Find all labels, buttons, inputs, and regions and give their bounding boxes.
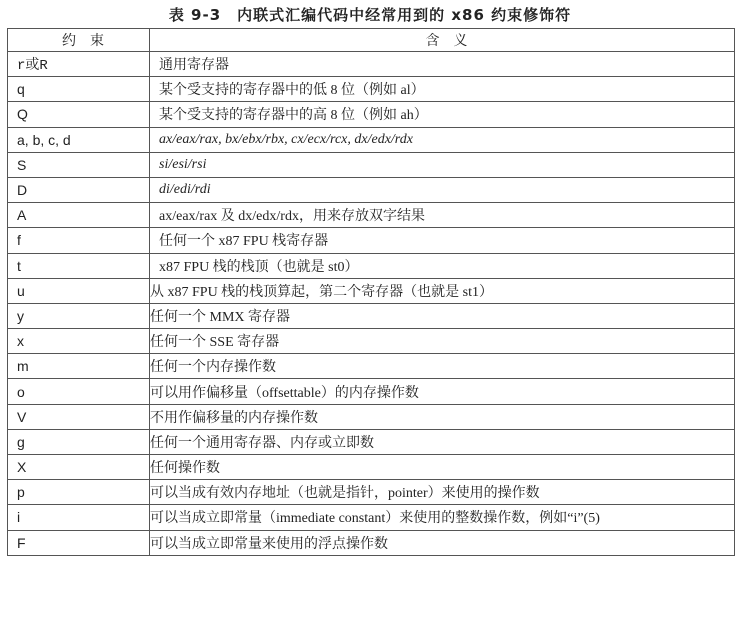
constraint-key: X [8, 455, 150, 480]
table-title: 表 9-3 内联式汇编代码中经常用到的 x86 约束修饰符 [168, 6, 572, 24]
constraint-desc: 可以当成有效内存地址（也就是指针，pointer）来使用的操作数 [150, 480, 735, 505]
constraint-desc: 任何一个通用寄存器、内存或立即数 [150, 429, 735, 454]
table-row [8, 379, 735, 404]
header-constraint: 约 束 [8, 29, 150, 52]
constraint-key: u [8, 278, 150, 303]
table-row [8, 77, 735, 102]
table-row [8, 329, 735, 354]
constraint-key: Q [8, 102, 150, 127]
table-row [8, 127, 735, 152]
table-header-row [8, 29, 735, 52]
constraint-key: a, b, c, d [8, 127, 150, 152]
constraint-desc: 可以当成立即常量来使用的浮点操作数 [150, 530, 735, 555]
constraint-key: p [8, 480, 150, 505]
constraint-desc: 任何一个 MMX 寄存器 [150, 303, 735, 328]
constraint-key: V [8, 404, 150, 429]
constraint-desc: ax/eax/rax, bx/ebx/rbx, cx/ecx/rcx, dx/edx/rdx [150, 127, 735, 152]
constraint-desc: x87 FPU 栈的栈顶（也就是 st0） [150, 253, 735, 278]
constraint-key: y [8, 303, 150, 328]
constraint-key: f [8, 228, 150, 253]
constraint-key: A [8, 203, 150, 228]
table-row [8, 303, 735, 328]
table-row [8, 429, 735, 454]
table-row [8, 455, 735, 480]
table-row [8, 203, 735, 228]
constraint-desc: 可以用作偏移量（offsettable）的内存操作数 [150, 379, 735, 404]
table-row [8, 253, 735, 278]
constraint-desc: 可以当成立即常量（immediate constant）来使用的整数操作数，例如“i”(5) [150, 505, 735, 530]
constraint-key: o [8, 379, 150, 404]
table-row [8, 530, 735, 555]
constraint-desc: di/edi/rdi [150, 177, 735, 202]
table-row [8, 354, 735, 379]
constraint-key: m [8, 354, 150, 379]
constraint-desc: 任何一个 SSE 寄存器 [150, 329, 735, 354]
constraint-desc: 某个受支持的寄存器中的高 8 位（例如 ah） [150, 102, 735, 127]
constraint-key: S [8, 152, 150, 177]
constraint-key: g [8, 429, 150, 454]
constraint-desc: ax/eax/rax 及 dx/edx/rdx，用来存放双字结果 [150, 203, 735, 228]
table-row [8, 52, 735, 77]
constraint-desc: 不用作偏移量的内存操作数 [150, 404, 735, 429]
constraint-desc: si/esi/rsi [150, 152, 735, 177]
constraint-desc: 任何一个内存操作数 [150, 354, 735, 379]
table-row [8, 278, 735, 303]
constraint-key: x [8, 329, 150, 354]
constraint-key: i [8, 505, 150, 530]
constraint-desc: 某个受支持的寄存器中的低 8 位（例如 al） [150, 77, 735, 102]
constraint-table [7, 28, 735, 556]
table-row [8, 404, 735, 429]
table-row [8, 480, 735, 505]
constraint-key: D [8, 177, 150, 202]
constraint-desc: 通用寄存器 [150, 52, 735, 77]
constraint-key: q [8, 77, 150, 102]
constraint-key: r或R [8, 52, 150, 77]
constraint-key: F [8, 530, 150, 555]
table-row [8, 152, 735, 177]
constraint-desc: 从 x87 FPU 栈的栈顶算起，第二个寄存器（也就是 st1） [150, 278, 735, 303]
constraint-key: t [8, 253, 150, 278]
table-row [8, 505, 735, 530]
table-row [8, 102, 735, 127]
constraint-desc: 任何一个 x87 FPU 栈寄存器 [150, 228, 735, 253]
constraint-desc: 任何操作数 [150, 455, 735, 480]
table-row [8, 228, 735, 253]
header-meaning: 含 义 [150, 29, 735, 52]
table-row [8, 177, 735, 202]
